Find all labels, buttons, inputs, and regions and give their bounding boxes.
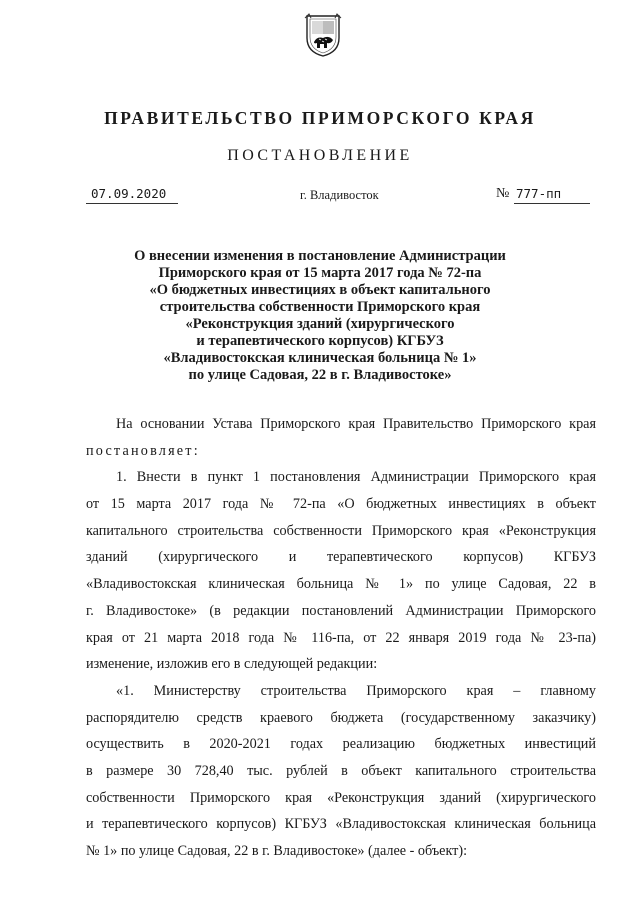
document-type: ПОСТАНОВЛЕНИЕ — [227, 147, 413, 164]
document-city: г. Владивосток — [300, 188, 379, 202]
coat-of-arms-icon — [303, 12, 343, 58]
body-line: На основании Устава Приморского края Правительство Приморского края — [116, 416, 596, 432]
body-line: в размере 30 728,40 тыс. рублей в объект капитального строительства — [86, 762, 596, 779]
body-line: г. Владивостоке» (в редакции постановлений Администрации Приморского — [86, 602, 596, 619]
body-line: осуществить в 2020-2021 годах реализацию бюджетных инвестиций — [86, 736, 596, 753]
body-line: края от 21 марта 2018 года № 116-па, от 22 января 2019 года № 23-па) — [86, 629, 596, 646]
heading-line: О внесении изменения в постановление Администрации — [134, 248, 506, 264]
body-line: «1. Министерству строительства Приморского края – главному — [116, 682, 596, 699]
document-number: 777-пп — [514, 186, 590, 204]
heading-line: по улице Садовая, 22 в г. Владивостоке» — [188, 367, 452, 383]
body-line: капитального строительства собственности Приморского края «Реконструкция — [86, 522, 596, 539]
heading-line: «О бюджетных инвестициях в объект капитального — [149, 282, 491, 298]
heading-line: «Владивостокская клиническая больница № 1» — [163, 350, 477, 366]
body-line: от 15 марта 2017 года № 72-па «О бюджетных инвестициях в объект — [86, 496, 596, 513]
number-sign: № — [496, 186, 510, 201]
government-title: ПРАВИТЕЛЬСТВО ПРИМОРСКОГО КРАЯ — [104, 108, 536, 128]
body-line: изменение, изложив его в следующей редакции: — [86, 656, 378, 673]
heading-line: строительства собственности Приморского края — [159, 299, 481, 315]
body-line: 1. Внести в пункт 1 постановления Администрации Приморского края — [116, 469, 596, 486]
heading-line: «Реконструкция зданий (хирургического — [185, 316, 455, 332]
body-line: распорядителю средств краевого бюджета (государственному заказчику) — [86, 709, 596, 726]
body-line: зданий (хирургического и терапевтического корпусов) КГБУЗ — [86, 549, 596, 566]
document-heading — [100, 248, 540, 384]
heading-line: и терапевтического корпусов) КГБУЗ — [196, 333, 444, 349]
body-line: постановляет: — [86, 442, 200, 459]
body-line: и терапевтического корпусов) КГБУЗ «Владивостокская клиническая больница — [86, 816, 596, 833]
body-line: № 1» по улице Садовая, 22 в г. Владивостоке» (далее - объект): — [86, 843, 468, 859]
document-date: 07.09.2020 — [86, 186, 178, 204]
heading-line: Приморского края от 15 марта 2017 года № 72-па — [158, 265, 482, 281]
body-line: «Владивостокская клиническая больница № 1» по улице Садовая, 22 в — [86, 576, 596, 593]
body-line: собственности Приморского края «Реконструкция зданий (хирургического — [86, 789, 596, 806]
document-body — [86, 411, 596, 865]
